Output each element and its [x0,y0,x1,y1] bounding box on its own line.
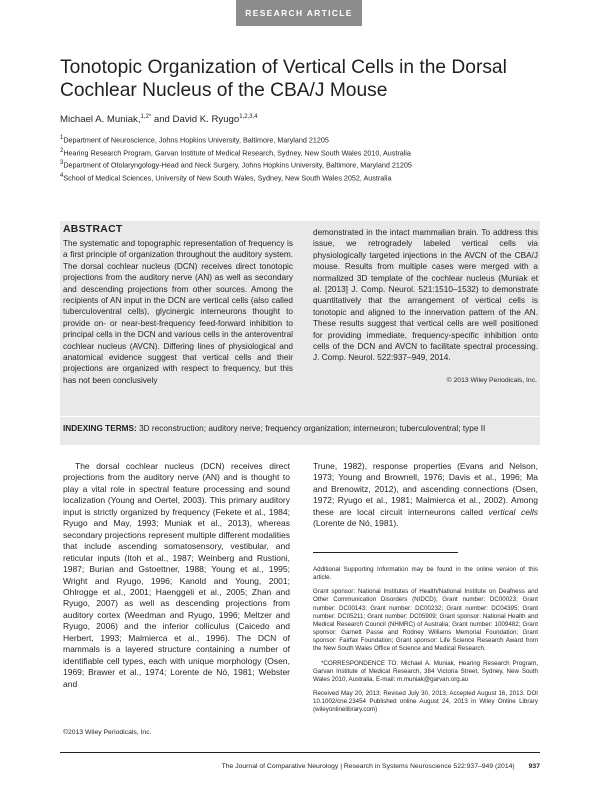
affiliation-item: $^1$Department of Neuroscience, Johns Hopkins University, Baltimore, Maryland 21205 [60,135,329,145]
footnote-rule [313,552,458,553]
footnotes [313,566,538,721]
author-1[interactable]: Michael A. Muniak, [60,114,141,126]
body-right-column: Trune, 1982), response properties (Evans and Nelson, 1973; Young and Brownell, 1976; Davis et al., 1996; Ma and Brenowitz, 2012), and ascending connections (Osen, 1972; Ryugo et al., 1981; Malmierca et al., 2002). Among these are local circuit interneurons called vertical cells (Lorente de Nó, 1981). [313,461,538,529]
affiliation-list [60,133,412,183]
article-title: Tonotopic Organization of Vertical Cells in the Dorsal Cochlear Nucleus of the CBA/J Mouse [60,57,507,101]
indexing-terms [63,424,485,433]
abstract-heading: ABSTRACT [63,224,123,235]
indexing-terms-text: 3D reconstruction; auditory nerve; frequency organization; interneuron; tuberculoventral; type II [136,424,486,433]
abstract-left-column: The systematic and topographic representation of frequency is a first principle of organization throughout the auditory system. The dorsal cochlear nucleus (DCN) receives direct tonotopic projections from the auditory nerve (AN) as well as secondary and descending projections from other sources. Among the recipients of AN input in the DCN are vertical cells (also called tuberculoventral cells), glycinergic interneurons thought to provide on- or near-best-frequency feed-forward inhibition to principal cells in the DCN and various cells in the anteroventral cochlear nucleus (AVCN). Differing lines of physiological and anatomical evidence suggest that vertical cells and their projections are organized with respect to frequency, but this has not been conclusively [63,239,293,385]
article-type-banner: RESEARCH ARTICLE [236,0,362,26]
author-1-affiliations: 1,2* [140,114,152,120]
footnote-correspondence: *CORRESPONDENCE TO: Michael A. Muniak, Hearing Research Program, Garvan Institute of Medical Research, 384 Victoria Street, Sydney, New South Wales 2010, Australia. E-mail: m.muniak@garvan.org.au [313,659,538,683]
footnote-grants: Grant sponsor: National Institutes of Health/National Institute on Deafness and Other Communication Disorders (NIDCD); Grant number: DC00023; Grant number: DC00143; Grant number: DC00232; Grant number: DC04395; Grant number: DC05211; Grant number: DC05909; Grant sponsor: National Health and Medical Research Council (NHMRC) of Australia; Grant number: 1009482; Grant sponsor: Garnett Passe and Rodney Williams Memorial Foundation; Grant sponsor: Fairfax Foundation; Grant sponsor: Life Science Research Award from the New South Wales Office of Science and Medical Research. [313,588,538,653]
footer-rule [60,752,540,753]
page-footer [150,763,540,770]
author-2-affiliations: 1,2,3,4 [239,114,258,120]
affiliation-item: $^4$School of Medical Sciences, University of New South Wales, Sydney, New South Wales 2052, Australia [60,172,392,183]
body-copyright: ©2013 Wiley Periodicals, Inc. [63,729,152,736]
abstract-divider [60,416,540,417]
abstract-copyright: © 2013 Wiley Periodicals, Inc. [446,377,537,384]
footnote-dates: Received May 20, 2013; Revised July 30, 2013; Accepted August 16, 2013. DOI 10.1002/cne.23454 Published online August 24, 2013 in Wiley Online Library (wileyonlinelibrary.com) [313,690,538,714]
body-left-column: The dorsal cochlear nucleus (DCN) receives direct projections from the auditory nerve (AN) and is thought to play a vital role in spectral feature processing and sound localization (Young and Oertel, 2003). This primary auditory input is strictly organized by frequency (Fekete et al., 1984; Ryugo and May, 1993; Muniak et al., 2013), whereas secondary projections represent multiple different modalities that include ascending somatosensory, vestibular, and reticular inputs (Itoh et al., 1987; Weinberg and Rustioni, 1987; Burian and Gstoettner, 1988; Young et al., 1995; Wright and Ryugo, 1996; Kanold and Young, 2001; Ohlrogge et al., 2001; Haenggeli et al., 2005; Zhan and Ryugo, 2007) as well as descending projections from auditory cortex (Weedman and Ryugo, 1996; Meltzer and Ryugo, 2006) and the inferior colliculus (Caicedo and Herbert, 1993; Malmierca et al., 1996). The DCN of mammals is a layered structure containing a number of identifiable cell types, each with unique morphology (Osen, 1969; Brawer et al., 1974; Lorente de Nó, 1981; Webster and [63,461,290,689]
affiliation-item: $^2$Hearing Research Program, Garvan Institute of Medical Research, Sydney, New South Wales 2010, Australia [60,147,411,157]
abstract-right-column: demonstrated in the intact mammalian brain. To address this issue, we retrogradely labeled vertical cells via physiologically targeted injections in the AVCN of the CBA/J mouse. Results from multiple cases were merged with a normalized 3D template of the cochlear nucleus (Muniak et al. [2013] J. Comp. Neurol. 521:1510–1532) to demonstrate quantitatively that the arrangement of vertical cells is tonotopic and aligned to the innervation pattern of the AN. These results suggest that vertical cells are well positioned for providing immediate, frequency-specific inhibition onto cells of the DCN and AVCN to facilitate spectral processing. J. Comp. Neurol. 522:937–949, 2014. [313,228,538,363]
page-number: 937 [528,763,540,770]
affiliation-item: $^3$Department of Otolaryngology-Head and Neck Surgery, Johns Hopkins University, Baltimore, Maryland 21205 [60,160,412,170]
emphasis-vertical-cells: vertical cells [488,506,538,517]
journal-citation: The Journal of Comparative Neurology | Research in Systems Neuroscience 522:937–949 (2014) [221,763,515,770]
author-list [60,114,258,125]
indexing-terms-label: INDEXING TERMS: [63,424,137,433]
author-2[interactable]: and David K. Ryugo [151,114,240,126]
footnote-supporting-info: Additional Supporting Information may be found in the online version of this article. [313,566,538,582]
